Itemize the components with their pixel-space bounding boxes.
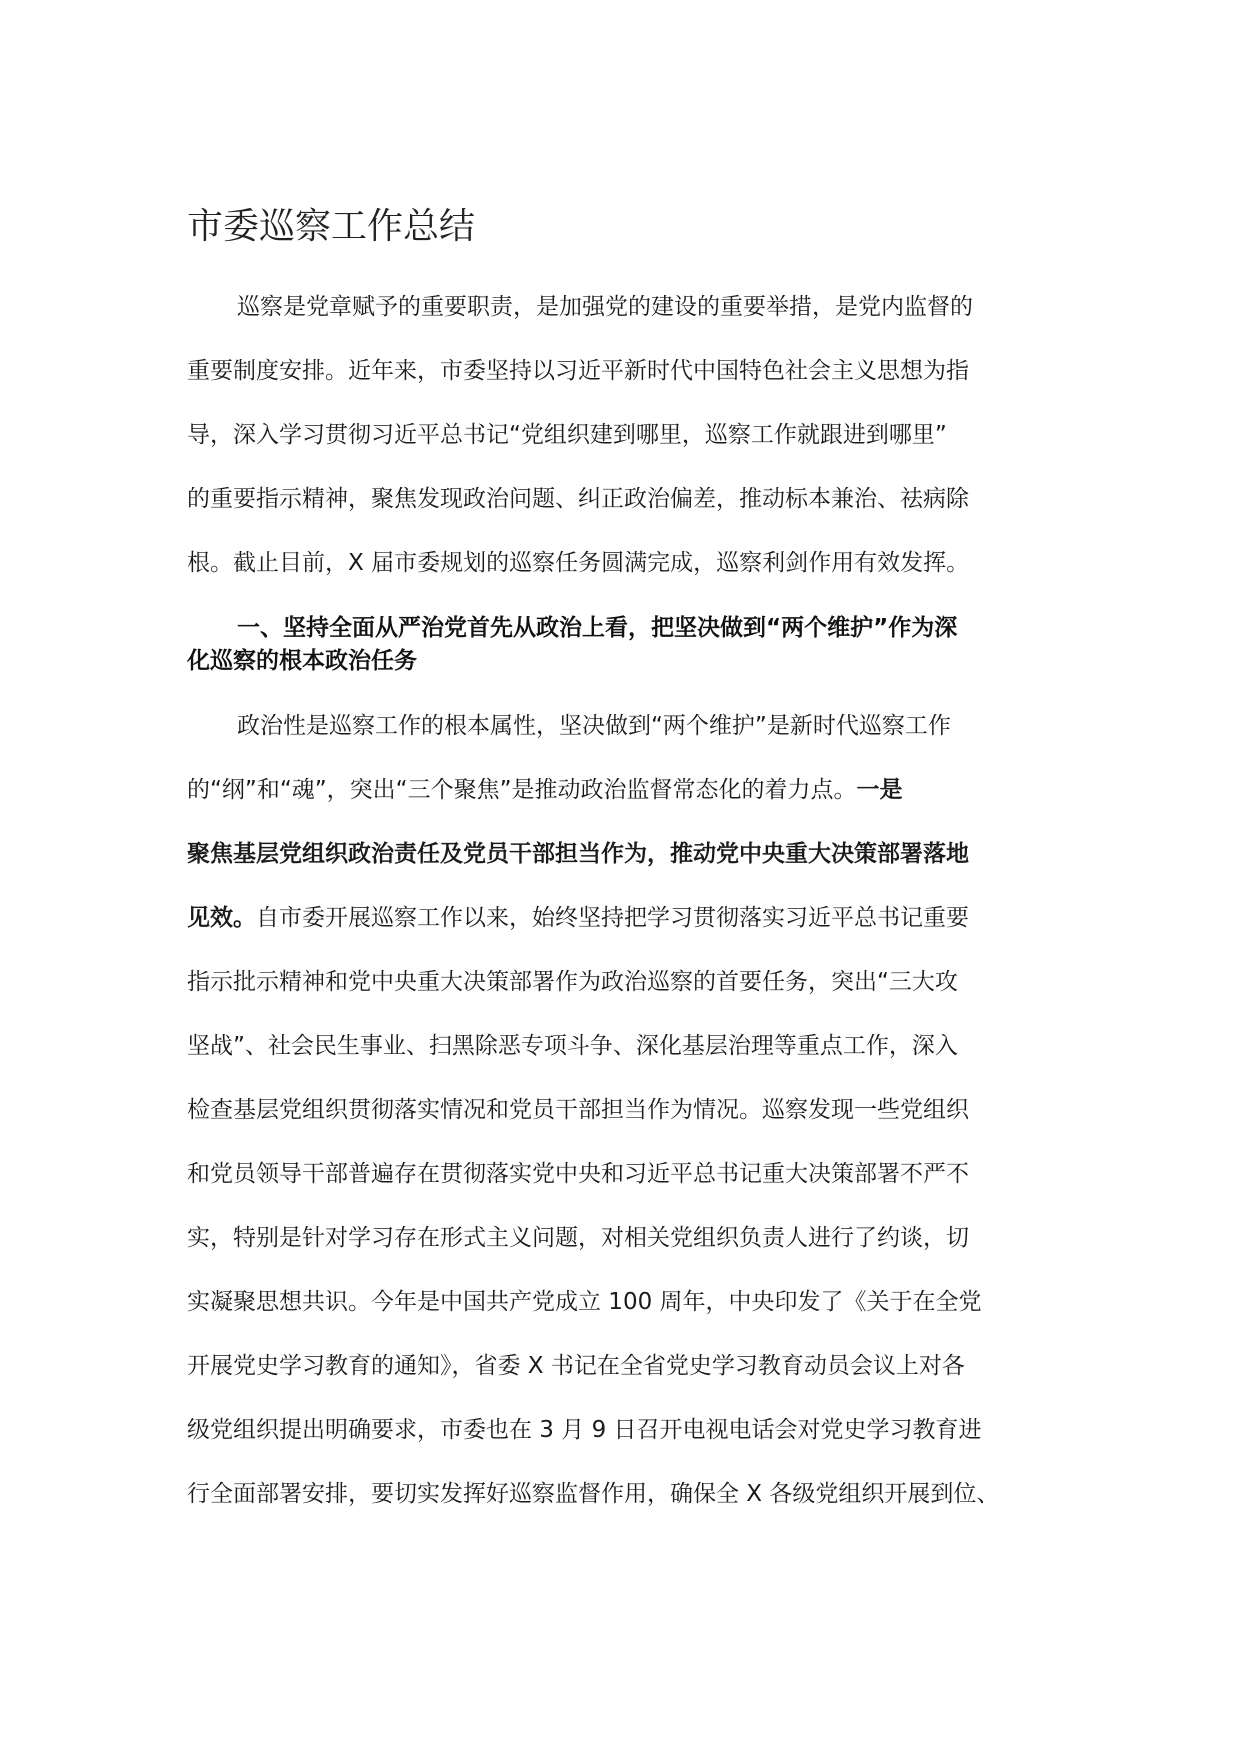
- paragraph-2-line-12: 级党组织提出明确要求，市委也在 3 月 9 日召开电视电话会对党史学习教育进: [187, 1417, 982, 1443]
- paragraph-2-line-2: [187, 775, 903, 805]
- paragraph-2-line-7: 检查基层党组织贯彻落实情况和党员干部担当作为情况。巡察发现一些党组织: [187, 1097, 969, 1123]
- paragraph-2-line-5: 指示批示精神和党中央重大决策部署作为政治巡察的首要任务，突出“三大攻: [187, 969, 958, 995]
- paragraph-2-line-13: 行全面部署安排，要切实发挥好巡察监督作用，确保全 X 各级党组织开展到位、: [187, 1481, 1000, 1507]
- paragraph-2-line-10: 实凝聚思想共识。今年是中国共产党成立 100 周年，中央印发了《关于在全党: [187, 1289, 982, 1315]
- paragraph-2-line-2-text: 的“纲”和“魂”，突出“三个聚焦”是推动政治监督常态化的着力点。: [187, 777, 857, 803]
- paragraph-2-line-9: 实，特别是针对学习存在形式主义问题，对相关党组织负责人进行了约谈，切: [187, 1225, 969, 1251]
- paragraph-2-line-11: 开展党史学习教育的通知》，省委 X 书记在全省党史学习教育动员会议上对各: [187, 1353, 965, 1379]
- paragraph-1-line-1: 巡察是党章赋予的重要职责，是加强党的建设的重要举措，是党内监督的: [237, 294, 973, 320]
- paragraph-2-line-4: [187, 903, 969, 933]
- paragraph-2-line-2-bold: 一是: [856, 777, 903, 803]
- paragraph-2-line-1: 政治性是巡察工作的根本属性，坚决做到“两个维护”是新时代巡察工作: [237, 713, 951, 739]
- paragraph-2-line-3-bold: 聚焦基层党组织政治责任及党员干部担当作为，推动党中央重大决策部署落地: [187, 841, 969, 867]
- section-heading-1-line-2: 化巡察的根本政治任务: [187, 648, 417, 674]
- paragraph-1-line-2: 重要制度安排。近年来，市委坚持以习近平新时代中国特色社会主义思想为指: [187, 358, 969, 384]
- paragraph-2-line-4-text: 自市委开展巡察工作以来，始终坚持把学习贯彻落实习近平总书记重要: [256, 905, 969, 931]
- document-title: 市委巡察工作总结: [187, 206, 476, 247]
- paragraph-2-line-8: 和党员领导干部普遍存在贯彻落实党中央和习近平总书记重大决策部署不严不: [187, 1161, 969, 1187]
- paragraph-2-line-4-bold: 见效。: [187, 905, 256, 931]
- paragraph-1-line-4: 的重要指示精神，聚焦发现政治问题、纠正政治偏差，推动标本兼治、祛病除: [187, 486, 969, 512]
- paragraph-1-line-3: 导，深入学习贯彻习近平总书记“党组织建到哪里，巡察工作就跟进到哪里”: [187, 422, 947, 448]
- paragraph-1-line-5: 根。截止目前，X 届市委规划的巡察任务圆满完成，巡察利剑作用有效发挥。: [187, 550, 970, 576]
- section-heading-1-line-1: 一、坚持全面从严治党首先从政治上看，把坚决做到“两个维护”作为深: [237, 615, 958, 641]
- paragraph-2-line-6: 坚战”、社会民生事业、扫黑除恶专项斗争、深化基层治理等重点工作，深入: [187, 1033, 958, 1059]
